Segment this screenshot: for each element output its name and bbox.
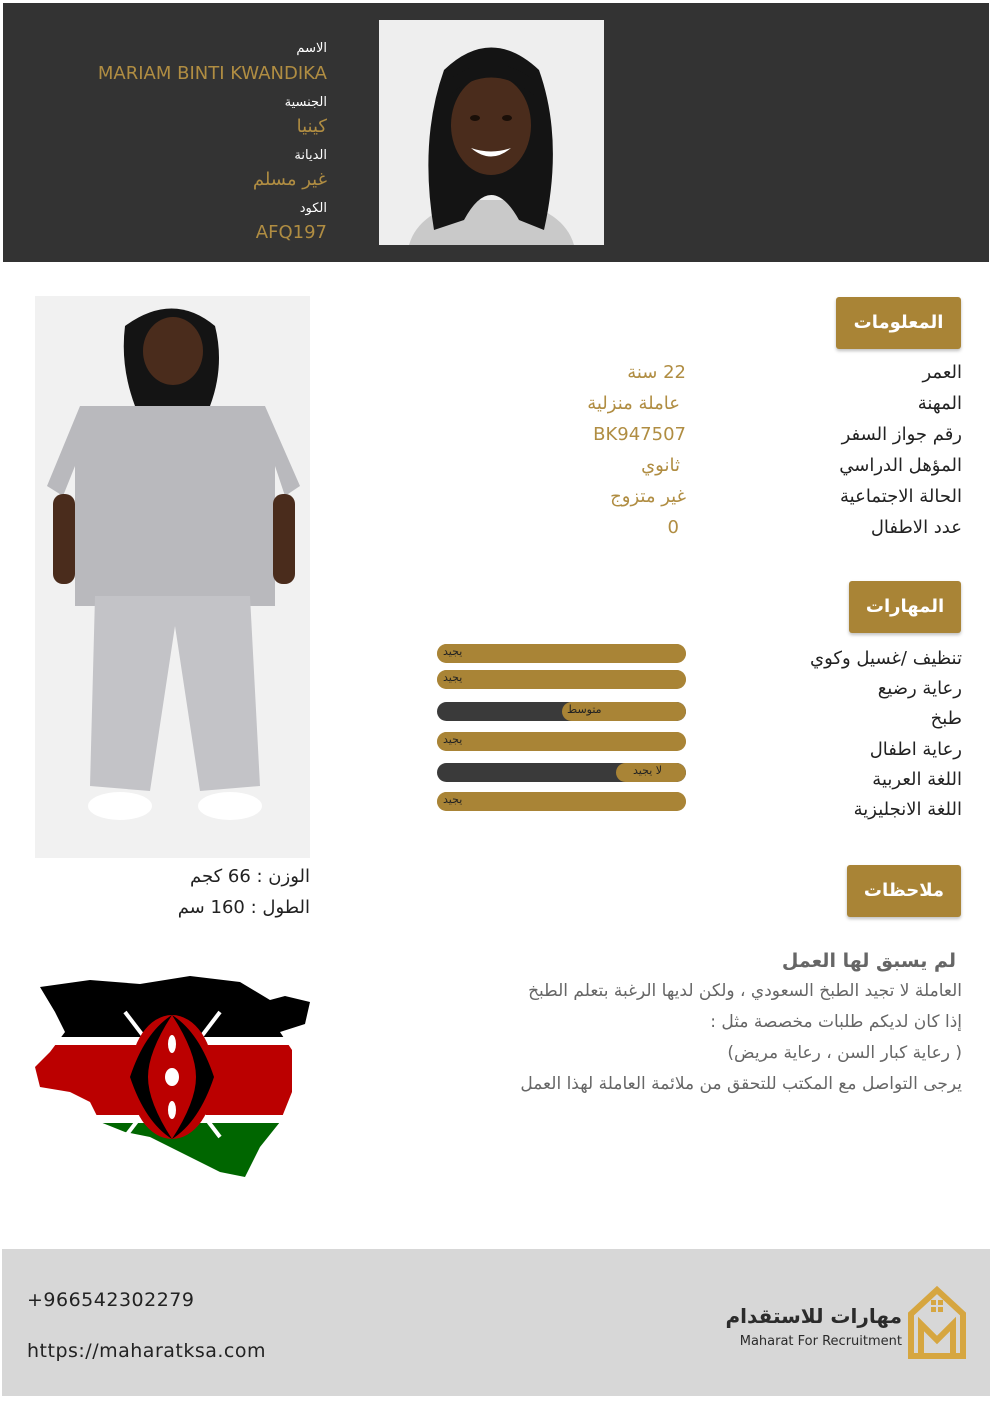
skill-level: يجيد bbox=[443, 793, 463, 806]
phone-number: +966542302279 bbox=[27, 1289, 195, 1311]
notes-line: يرجى التواصل مع المكتب للتحقق من ملائمة العاملة لهذا العمل bbox=[520, 1074, 962, 1094]
company-logo bbox=[725, 1284, 972, 1364]
info-row-value: عاملة منزلية bbox=[587, 393, 680, 414]
skill-bar bbox=[437, 792, 686, 811]
religion-label: الديانة bbox=[294, 148, 327, 163]
info-row-label: المهنة bbox=[917, 393, 962, 414]
notes-heading: ملاحظات bbox=[847, 865, 961, 917]
info-row-value: 22 سنة bbox=[627, 362, 686, 383]
skill-label: تنظيف /غسيل وكوي bbox=[810, 648, 962, 669]
skill-label: اللغة الانجليزية bbox=[853, 799, 962, 820]
info-row-label: رقم جواز السفر bbox=[841, 424, 962, 445]
full-body-illustration bbox=[35, 296, 310, 858]
info-row-value: ثانوي bbox=[641, 455, 680, 476]
skill-label: رعاية رضيع bbox=[877, 678, 962, 699]
notes-line: ( رعاية كبار السن ، رعاية مريض) bbox=[727, 1043, 962, 1063]
info-heading: المعلومات bbox=[836, 297, 961, 349]
skills-heading: المهارات bbox=[849, 581, 961, 633]
portrait-photo bbox=[379, 20, 604, 245]
skill-bar bbox=[437, 670, 686, 689]
logo-arabic-text: مهارات للاستقدام bbox=[725, 1304, 902, 1328]
skill-label: اللغة العربية bbox=[872, 769, 962, 790]
skill-bar bbox=[437, 763, 686, 782]
skill-level: متوسط bbox=[567, 703, 602, 716]
skill-bar bbox=[437, 702, 686, 721]
skill-bar-fill bbox=[437, 732, 686, 751]
skill-level: لا يجيد bbox=[633, 764, 663, 777]
house-m-logo-icon bbox=[907, 1284, 969, 1359]
notes-line: العاملة لا تجيد الطبخ السعودي ، ولكن لديها الرغبة بتعلم الطبخ bbox=[528, 981, 962, 1001]
info-row-value: BK947507 bbox=[593, 424, 686, 445]
website-link[interactable]: https://maharatksa.com bbox=[27, 1340, 267, 1362]
notes-title: لم يسبق لها العمل bbox=[781, 950, 956, 972]
skill-label: طبخ bbox=[930, 708, 962, 729]
info-row-label: عدد الاطفال bbox=[870, 517, 962, 538]
skill-bar-fill bbox=[437, 792, 686, 811]
footer bbox=[2, 1249, 990, 1396]
skill-level: يجيد bbox=[443, 645, 463, 658]
skill-bar bbox=[437, 732, 686, 751]
kenya-flag-map bbox=[30, 972, 315, 1182]
info-row-value: غير متزوج bbox=[610, 486, 686, 507]
religion-value: غير مسلم bbox=[252, 169, 327, 190]
info-row-label: المؤهل الدراسي bbox=[839, 455, 962, 476]
skill-bar-fill bbox=[437, 644, 686, 663]
nationality-label: الجنسية bbox=[284, 95, 327, 110]
info-row-label: الحالة الاجتماعية bbox=[840, 486, 962, 507]
skill-bar bbox=[437, 644, 686, 663]
name-label: الاسم bbox=[296, 41, 327, 56]
code-value: AFQ197 bbox=[255, 222, 327, 243]
logo-english-text: Maharat For Recruitment bbox=[739, 1334, 902, 1349]
skill-label: رعاية اطفال bbox=[869, 739, 962, 760]
height-text: الطول : 160 سم bbox=[177, 897, 310, 918]
full-body-photo bbox=[35, 296, 310, 858]
kenya-map-icon bbox=[30, 972, 315, 1182]
notes-line: إذا كان لديكم طلبات مخصصة مثل : bbox=[710, 1012, 962, 1032]
info-row-value: 0 bbox=[667, 517, 679, 538]
code-label: الكود bbox=[299, 201, 327, 216]
name-value: MARIAM BINTI KWANDIKA bbox=[97, 63, 327, 84]
nationality-value: كينيا bbox=[296, 116, 327, 137]
weight-text: الوزن : 66 كجم bbox=[190, 866, 310, 887]
skill-level: يجيد bbox=[443, 733, 463, 746]
skill-bar-fill bbox=[437, 670, 686, 689]
info-row-label: العمر bbox=[922, 362, 962, 383]
skill-level: يجيد bbox=[443, 671, 463, 684]
portrait-illustration bbox=[379, 20, 604, 245]
